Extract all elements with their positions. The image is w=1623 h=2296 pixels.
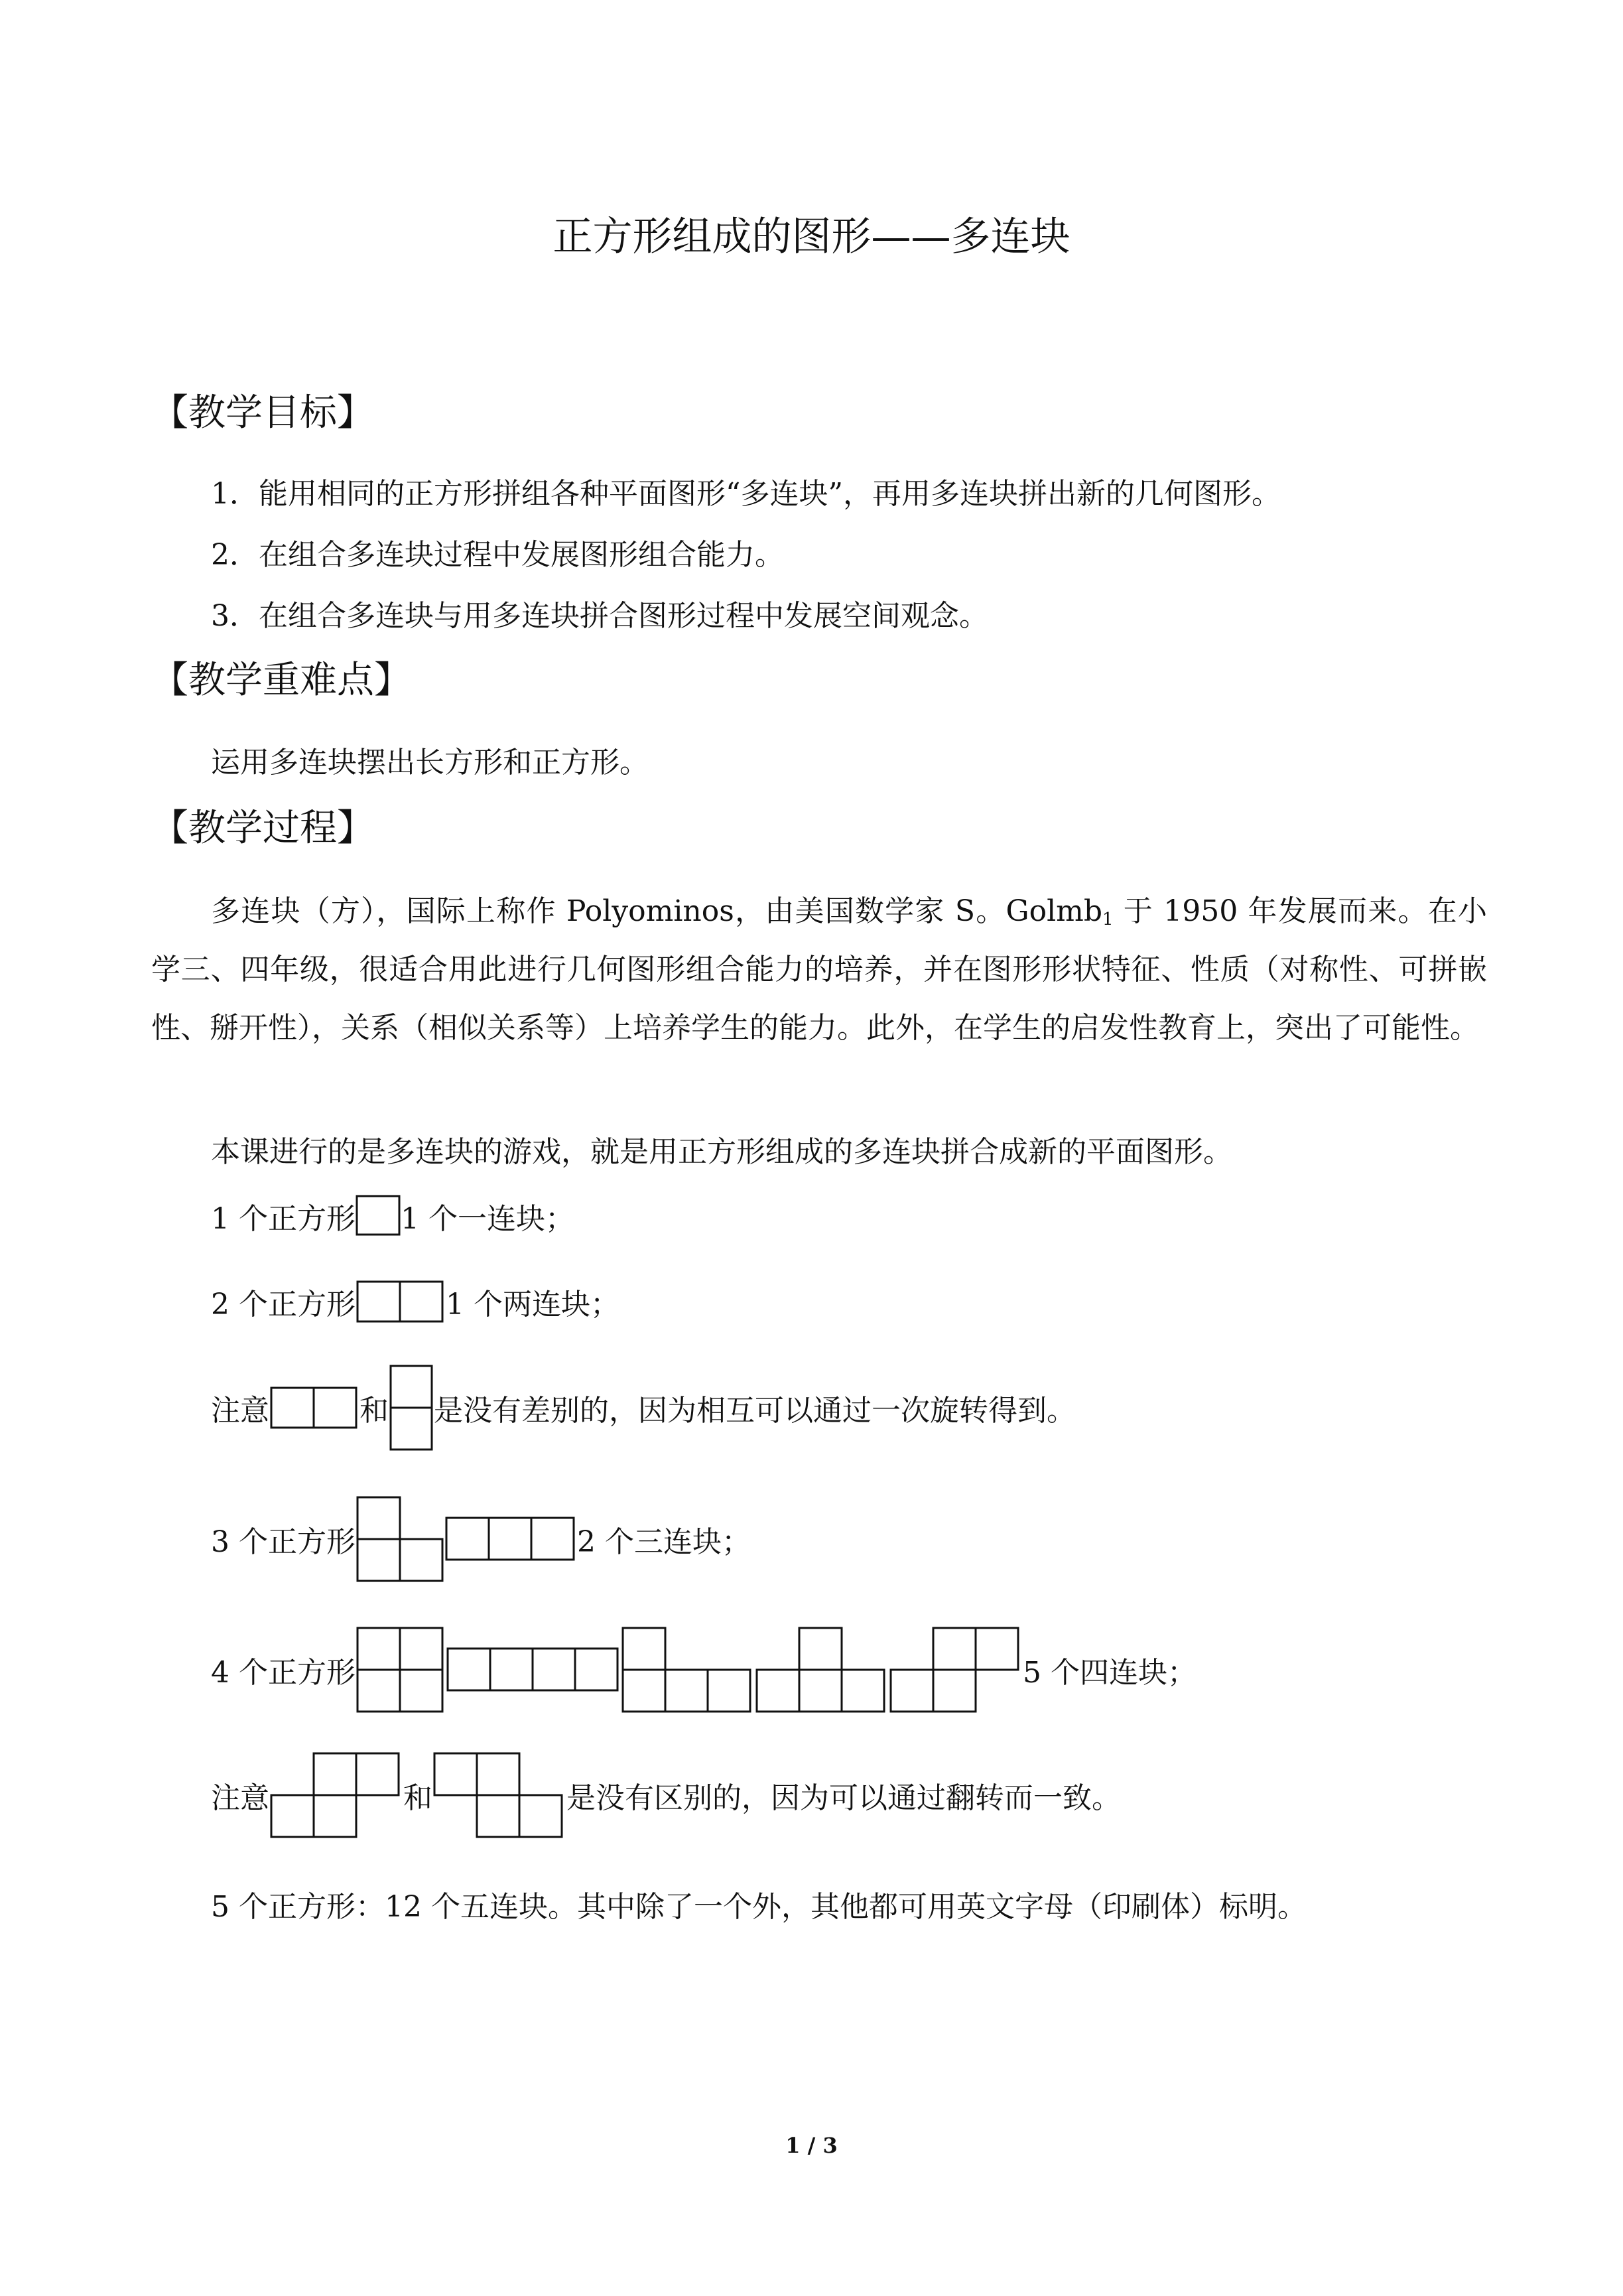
page-number: 1 / 3 bbox=[785, 2133, 838, 2158]
intro-paragraph bbox=[151, 882, 1487, 1057]
document-title: 正方形组成的图形——多连块 bbox=[552, 214, 1071, 260]
o-tetromino-figure bbox=[356, 1626, 446, 1714]
square-cell bbox=[842, 1670, 884, 1712]
square-cell bbox=[477, 1795, 519, 1837]
rotation-note-post: 是没有差别的，因为相互可以通过一次旋转得到。 bbox=[434, 1394, 1076, 1428]
square-cell bbox=[314, 1795, 356, 1837]
square-cell bbox=[477, 1753, 519, 1795]
square-cell bbox=[357, 1282, 400, 1321]
row-rotation-note bbox=[211, 1364, 1076, 1452]
row-one-pre: 1 个正方形 bbox=[211, 1202, 356, 1236]
row-flip-note bbox=[211, 1751, 1121, 1839]
square-cell bbox=[357, 1670, 400, 1712]
game-text: 本课进行的是多连块的游戏，就是用正方形组成的多连块拼合成新的平面图形。 bbox=[211, 1135, 1232, 1169]
square-cell bbox=[357, 1497, 400, 1539]
row-two-pre: 2 个正方形 bbox=[211, 1288, 356, 1321]
square-cell bbox=[271, 1388, 314, 1428]
flip-note-mid: 和 bbox=[403, 1781, 432, 1815]
monomino-figure bbox=[356, 1195, 401, 1237]
i-tetromino-figure bbox=[446, 1626, 621, 1714]
square-cell bbox=[356, 1753, 399, 1795]
square-cell bbox=[623, 1628, 665, 1670]
domino-figure bbox=[356, 1280, 446, 1323]
square-cell bbox=[391, 1408, 432, 1450]
square-cell bbox=[757, 1670, 799, 1712]
square-cell bbox=[448, 1649, 490, 1690]
goal-item-3: 3．在组合多连块与用多连块拼合图形过程中发展空间观念。 bbox=[211, 599, 988, 633]
domino-vertical-figure bbox=[389, 1364, 434, 1452]
row-three-post: 2 个三连块； bbox=[576, 1525, 751, 1559]
square-cell bbox=[799, 1670, 842, 1712]
process-heading: 【教学过程】 bbox=[151, 807, 374, 850]
key-points-text: 运用多连块摆出长方形和正方形。 bbox=[211, 746, 649, 779]
square-cell bbox=[891, 1670, 933, 1712]
s-tetromino-figure bbox=[889, 1626, 1023, 1714]
square-cell bbox=[446, 1518, 489, 1560]
goals-heading: 【教学目标】 bbox=[151, 391, 374, 435]
square-cell bbox=[665, 1670, 708, 1712]
row-four-post: 5 个四连块； bbox=[1022, 1656, 1197, 1690]
intro-text-a: 多连块（方），国际上称作 Polyominos，由美国数学家 S。Golmb bbox=[211, 894, 1103, 928]
flip-note-post: 是没有区别的，因为可以通过翻转而一致。 bbox=[566, 1781, 1121, 1815]
square-cell bbox=[531, 1518, 574, 1560]
row-three-squares bbox=[211, 1495, 751, 1583]
pentomino-text: 5 个正方形：12 个五连块。其中除了一个外，其他都可用英文字母（印刷体）标明。 bbox=[211, 1890, 1307, 1924]
square-cell bbox=[434, 1753, 477, 1795]
square-cell bbox=[976, 1628, 1018, 1670]
goal-item-1: 1．能用相同的正方形拼组各种平面图形“多连块”，再用多连块拼出新的几何图形。 bbox=[211, 477, 1281, 511]
z-tetromino-right-figure bbox=[432, 1751, 566, 1839]
row-two-post: 1 个两连块； bbox=[445, 1288, 619, 1321]
square-cell bbox=[400, 1670, 442, 1712]
square-cell bbox=[314, 1753, 356, 1795]
square-cell bbox=[400, 1282, 442, 1321]
square-cell bbox=[799, 1628, 842, 1670]
square-cell bbox=[933, 1670, 976, 1712]
rotation-note-pre: 注意 bbox=[211, 1394, 269, 1428]
goal-item-2: 2．在组合多连块过程中发展图形组合能力。 bbox=[211, 538, 784, 572]
square-cell bbox=[533, 1649, 575, 1690]
square-cell bbox=[391, 1366, 432, 1408]
square-cell bbox=[357, 1196, 399, 1235]
square-cell bbox=[519, 1795, 562, 1837]
square-cell bbox=[575, 1649, 617, 1690]
t-tetromino-figure bbox=[755, 1626, 889, 1714]
square-cell bbox=[357, 1539, 400, 1581]
row-three-pre: 3 个正方形 bbox=[211, 1525, 356, 1559]
square-cell bbox=[708, 1670, 750, 1712]
rotation-note-mid: 和 bbox=[359, 1394, 389, 1428]
row-one-post: 1 个一连块； bbox=[400, 1202, 574, 1236]
s-tetromino-left-figure bbox=[269, 1751, 403, 1839]
i-tromino-figure bbox=[444, 1495, 577, 1583]
square-cell bbox=[400, 1539, 442, 1581]
square-cell bbox=[933, 1628, 976, 1670]
square-cell bbox=[623, 1670, 665, 1712]
square-cell bbox=[489, 1518, 531, 1560]
intro-subscript: 1 bbox=[1102, 910, 1114, 929]
square-cell bbox=[357, 1628, 400, 1670]
square-cell bbox=[271, 1795, 314, 1837]
row-two-squares bbox=[211, 1280, 619, 1323]
l-tromino-figure bbox=[356, 1495, 444, 1583]
l-tetromino-figure bbox=[621, 1626, 755, 1714]
key-points-heading: 【教学重难点】 bbox=[151, 659, 411, 702]
row-one-square bbox=[211, 1195, 574, 1237]
domino-horizontal-figure bbox=[269, 1386, 359, 1430]
flip-note-pre: 注意 bbox=[211, 1781, 269, 1815]
square-cell bbox=[490, 1649, 533, 1690]
intro-text-b: 于 1950 年发展而来。在小学三、四年级，很适合用此进行几何图形组合能力的培养，并在图形形状特征、性质（对称性、可拼嵌性、掰开性），关系（相似关系等）上培养学生的能力。此外，在学生的启发性教育上，突出了可能性。 bbox=[151, 894, 1487, 1045]
square-cell bbox=[400, 1628, 442, 1670]
row-four-pre: 4 个正方形 bbox=[211, 1656, 356, 1690]
row-four-squares bbox=[211, 1626, 1197, 1714]
square-cell bbox=[314, 1388, 356, 1428]
